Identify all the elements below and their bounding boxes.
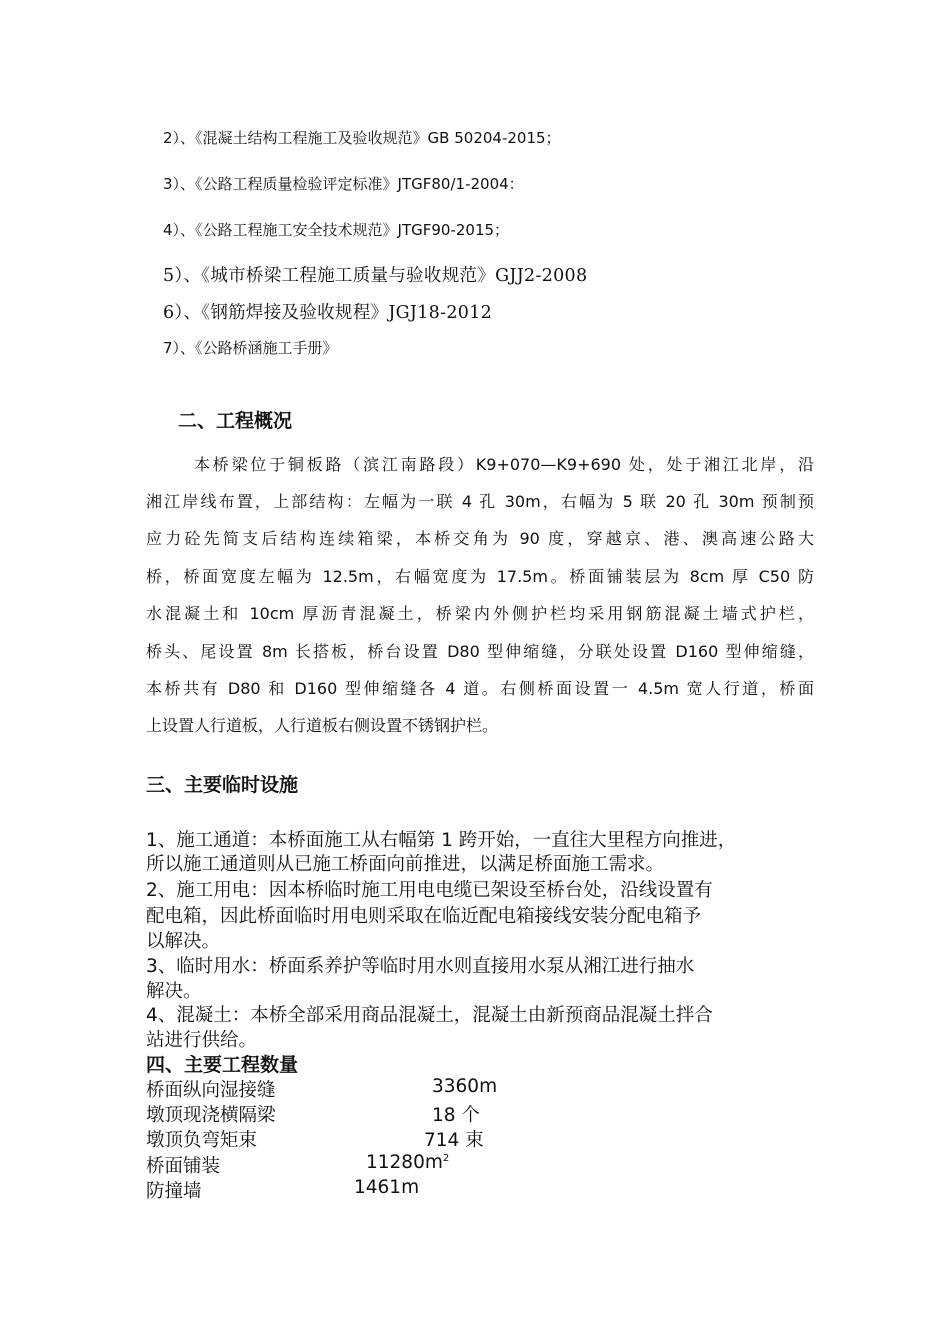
quantity-label: 桥面铺装 (146, 1156, 221, 1177)
section2-line-7: 本桥共有 D80 和 D160 型伸缩缝各 4 道。右侧桥面设置一 4.5m 宽人行道，桥面 (146, 679, 814, 698)
unit-superscript: 2 (442, 1152, 450, 1164)
reference-4: 4）、《公路工程施工安全技术规范》JTGF90-2015； (163, 221, 510, 239)
quantity-number: 11280m (366, 1152, 443, 1173)
section2-line-4: 桥，桥面宽度左幅为 12.5m，右幅宽度为 17.5m。桥面铺装层为 8cm 厚 C50 防 (146, 567, 814, 586)
section3-line-7: 解决。 (146, 981, 202, 1002)
quantity-value (366, 1152, 449, 1173)
reference-2: 2）、《混凝土结构工程施工及验收规范》GB 50204-2015； (163, 129, 561, 147)
quantity-label: 墩顶负弯矩束 (146, 1130, 258, 1151)
section3-line-1: 1、施工通道：本桥面施工从右幅第 1 跨开始，一直往大里程方向推进， (146, 830, 737, 851)
section3-line-3: 2、施工用电：因本桥临时施工用电电缆已架设至桥台处，沿线设置有 (146, 880, 713, 901)
reference-7: 7）、《公路桥涵施工手册》 (163, 339, 338, 357)
section3-line-4: 配电箱，因此桥面临时用电则采取在临近配电箱接线安装分配电箱予 (146, 906, 702, 927)
section2-line-5: 水混凝土和 10cm 厚沥青混凝土，桥梁内外侧护栏均采用钢筋混凝土墙式护栏， (146, 604, 814, 623)
quantity-label: 墩顶现浇横隔梁 (146, 1105, 276, 1126)
quantity-label: 防撞墙 (146, 1181, 202, 1202)
quantity-value: 3360m (432, 1076, 498, 1097)
reference-5: 5）、《城市桥梁工程施工质量与验收规范》GJJ2-2008 (163, 266, 588, 286)
section2-heading: 二、工程概况 (178, 410, 293, 432)
section2-line-1: 本桥梁位于铜板路（滨江南路段）K9+070—K9+690 处，处于湘江北岸，沿 (194, 455, 814, 474)
section2-line-8: 上设置人行道板，人行道板右侧设置不锈钢护栏。 (146, 716, 499, 735)
section3-heading: 三、主要临时设施 (146, 774, 299, 796)
section3-line-8: 4、混凝土：本桥全部采用商品混凝土，混凝土由新预商品混凝土拌合 (146, 1005, 713, 1026)
section2-line-2: 湘江岸线布置，上部结构：左幅为一联 4 孔 30m，右幅为 5 联 20 孔 30m 预制预 (146, 492, 814, 511)
section3-line-2: 所以施工通道则从已施工桥面向前推进，以满足桥面施工需求。 (146, 854, 665, 875)
reference-6: 6）、《钢筋焊接及验收规程》JGJ18-2012 (163, 303, 493, 323)
section4-heading: 四、主要工程数量 (146, 1054, 299, 1076)
quantity-value: 1461m (354, 1177, 420, 1198)
reference-3: 3）、《公路工程质量检验评定标准》JTGF80/1-2004： (163, 175, 524, 193)
section2-line-6: 桥头、尾设置 8m 长搭板，桥台设置 D80 型伸缩缝，分联处设置 D160 型伸缩缝， (146, 642, 814, 661)
quantity-label: 桥面纵向湿接缝 (146, 1080, 276, 1101)
quantity-value: 18 个 (432, 1105, 480, 1126)
quantity-value: 714 束 (424, 1130, 484, 1151)
section2-line-3: 应力砼先简支后结构连续箱梁，本桥交角为 90 度，穿越京、港、澳高速公路大 (146, 529, 814, 548)
section3-line-5: 以解决。 (146, 931, 221, 952)
section3-line-9: 站进行供给。 (146, 1030, 258, 1051)
section3-line-6: 3、临时用水：桥面系养护等临时用水则直接用水泵从湘江进行抽水 (146, 956, 695, 977)
